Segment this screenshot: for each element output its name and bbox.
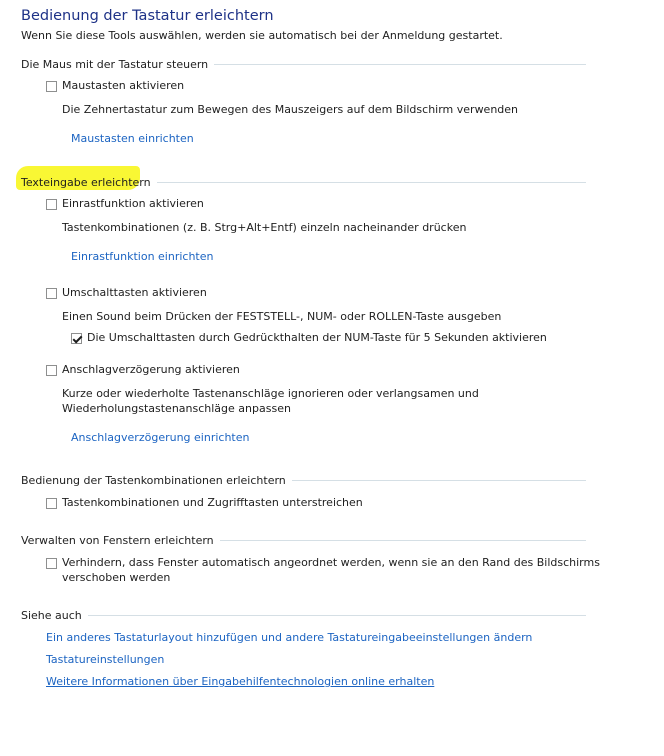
section-divider: [157, 182, 586, 183]
mousekeys-label[interactable]: Maustasten aktivieren: [62, 79, 185, 92]
prevent-arrange-label-line1[interactable]: Verhindern, dass Fenster automatisch angeordnet werden, wenn sie an den Rand des Bildschirms: [62, 556, 600, 569]
section-text-heading-text: Texteingabe erleichtern: [21, 176, 151, 189]
page-title: Bedienung der Tastatur erleichtern: [21, 8, 274, 24]
section-see-also-heading-text: Siehe auch: [21, 609, 82, 622]
filter-keys-checkbox[interactable]: [46, 365, 57, 376]
see-also-link-assistive-tech-online[interactable]: Weitere Informationen über Eingabehilfentechnologien online erhalten: [46, 675, 435, 688]
section-divider: [220, 540, 586, 541]
section-divider: [214, 64, 586, 65]
section-shortcuts-heading: [21, 474, 586, 487]
underline-shortcuts-checkbox[interactable]: [46, 498, 57, 509]
toggle-keys-label[interactable]: Umschalttasten aktivieren: [62, 286, 207, 299]
sticky-keys-label[interactable]: Einrastfunktion aktivieren: [62, 197, 204, 210]
section-windows-heading-text: Verwalten von Fenstern erleichtern: [21, 534, 214, 547]
section-windows-heading: [21, 534, 586, 547]
page-subtitle: Wenn Sie diese Tools auswählen, werden sie automatisch bei der Anmeldung gestartet.: [21, 29, 503, 42]
mousekeys-setup-link[interactable]: Maustasten einrichten: [71, 132, 194, 145]
mousekeys-description: Die Zehnertastatur zum Bewegen des Mauszeigers auf dem Bildschirm verwenden: [62, 103, 519, 116]
toggle-keys-numlock-checkbox[interactable]: [71, 333, 82, 344]
filter-keys-description-line1: Kurze oder wiederholte Tastenanschläge ignorieren oder verlangsamen und: [62, 387, 479, 400]
section-see-also-heading: [21, 609, 586, 622]
section-mouse-heading: [21, 58, 586, 71]
filter-keys-label[interactable]: Anschlagverzögerung aktivieren: [62, 363, 240, 376]
toggle-keys-checkbox[interactable]: [46, 288, 57, 299]
prevent-arrange-label-line2[interactable]: verschoben werden: [62, 571, 171, 584]
see-also-link-keyboard-layout[interactable]: Ein anderes Tastaturlayout hinzufügen und andere Tastatureingabeeinstellungen ändern: [46, 631, 533, 644]
underline-shortcuts-label[interactable]: Tastenkombinationen und Zugrifftasten unterstreichen: [62, 496, 363, 509]
filter-keys-description-line2: Wiederholungstastenanschläge anpassen: [62, 402, 291, 415]
toggle-keys-description: Einen Sound beim Drücken der FESTSTELL-, NUM- oder ROLLEN-Taste ausgeben: [62, 310, 502, 323]
section-divider: [292, 480, 586, 481]
sticky-keys-description: Tastenkombinationen (z. B. Strg+Alt+Entf) einzeln nacheinander drücken: [62, 221, 467, 234]
sticky-keys-setup-link[interactable]: Einrastfunktion einrichten: [71, 250, 214, 263]
section-shortcuts-heading-text: Bedienung der Tastenkombinationen erleichtern: [21, 474, 286, 487]
section-text-heading: [21, 176, 586, 189]
section-mouse-heading-text: Die Maus mit der Tastatur steuern: [21, 58, 209, 71]
prevent-arrange-checkbox[interactable]: [46, 558, 57, 569]
mousekeys-checkbox[interactable]: [46, 81, 57, 92]
filter-keys-setup-link[interactable]: Anschlagverzögerung einrichten: [71, 431, 250, 444]
sticky-keys-checkbox[interactable]: [46, 199, 57, 210]
toggle-keys-numlock-label[interactable]: Die Umschalttasten durch Gedrückthalten der NUM-Taste für 5 Sekunden aktivieren: [87, 331, 547, 344]
section-divider: [88, 615, 586, 616]
see-also-link-keyboard-settings[interactable]: Tastatureinstellungen: [46, 653, 165, 666]
